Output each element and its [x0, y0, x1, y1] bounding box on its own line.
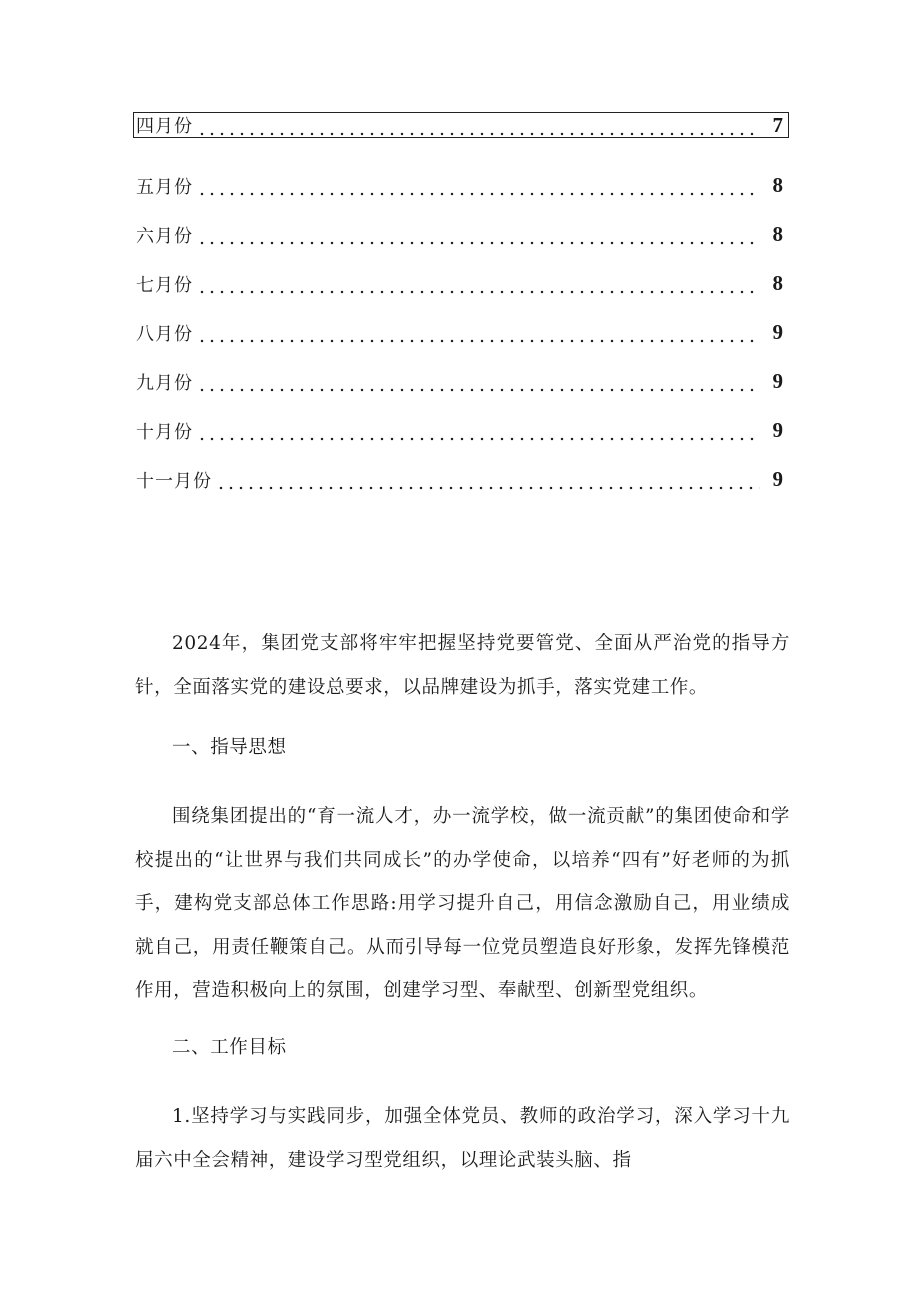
- intro-paragraph: 2024年，集团党支部将牢牢把握坚持党要管党、全面从严治党的指导方针，全面落实党的建设总要求，以品牌建设为抓手，落实党建工作。: [135, 633, 790, 698]
- toc-entry-label: 五月份: [136, 176, 193, 198]
- toc-leader-dots: [197, 122, 760, 136]
- toc-entry-label: 十月份: [136, 421, 193, 443]
- toc-entry-label: 七月份: [136, 274, 193, 296]
- toc-entry-page: 8: [772, 222, 784, 246]
- toc-leader-dots: [197, 329, 760, 343]
- toc-leader-dots: [197, 378, 760, 392]
- toc-entry-label: 九月份: [136, 372, 193, 394]
- toc-entry-june[interactable]: [133, 210, 789, 259]
- section-1-heading-block: [135, 726, 790, 770]
- toc-entry-july[interactable]: [133, 259, 789, 308]
- section-2-heading-block: [135, 1026, 790, 1070]
- toc-entry-page: 9: [772, 320, 784, 344]
- toc-entry-label: 六月份: [136, 225, 193, 247]
- toc-entry-label: 八月份: [136, 323, 193, 345]
- section-heading: 一、指导思想: [172, 737, 287, 758]
- toc-leader-dots: [197, 427, 760, 441]
- toc-entry-may[interactable]: [133, 161, 789, 210]
- toc-entry-page: 9: [772, 369, 784, 393]
- toc-leader-dots: [197, 231, 760, 245]
- section-1-body-block: [135, 795, 790, 1013]
- toc-entry-april[interactable]: [133, 112, 789, 138]
- toc-entry-page: 9: [772, 467, 784, 491]
- section-heading: 二、工作目标: [172, 1037, 287, 1058]
- table-of-contents: [133, 112, 789, 504]
- toc-leader-dots: [197, 280, 760, 294]
- section-paragraph: 1.坚持学习与实践同步，加强全体党员、教师的政治学习，深入学习十九届六中全会精神，建设学习型党组织，以理论武装头脑、指: [135, 1106, 790, 1171]
- toc-leader-dots: [216, 476, 760, 490]
- toc-entry-page: 9: [772, 418, 784, 442]
- toc-entry-label: 四月份: [136, 116, 193, 137]
- toc-entry-page: 7: [772, 112, 784, 137]
- toc-entry-september[interactable]: [133, 357, 789, 406]
- toc-entry-page: 8: [772, 173, 784, 197]
- toc-entry-october[interactable]: [133, 406, 789, 455]
- intro-block: [135, 622, 790, 709]
- toc-entry-page: 8: [772, 271, 784, 295]
- toc-entry-november[interactable]: [133, 455, 789, 504]
- toc-entry-august[interactable]: [133, 308, 789, 357]
- section-paragraph: 围绕集团提出的“育一流人才，办一流学校，做一流贡献”的集团使命和学校提出的“让世界与我们共同成长”的办学使命，以培养“四有”好老师的为抓手，建构党支部总体工作思路:用学习提升自己，用信念激励自己，用业绩成就自己，用责任鞭策自己。从而引导每一位党员塑造良好形象，发挥先锋模范作用，营造积极向上的氛围，创建学习型、奉献型、创新型党组织。: [135, 806, 790, 1001]
- toc-leader-dots: [197, 182, 760, 196]
- section-2-body-block: [135, 1095, 790, 1182]
- toc-entry-label: 十一月份: [136, 470, 212, 492]
